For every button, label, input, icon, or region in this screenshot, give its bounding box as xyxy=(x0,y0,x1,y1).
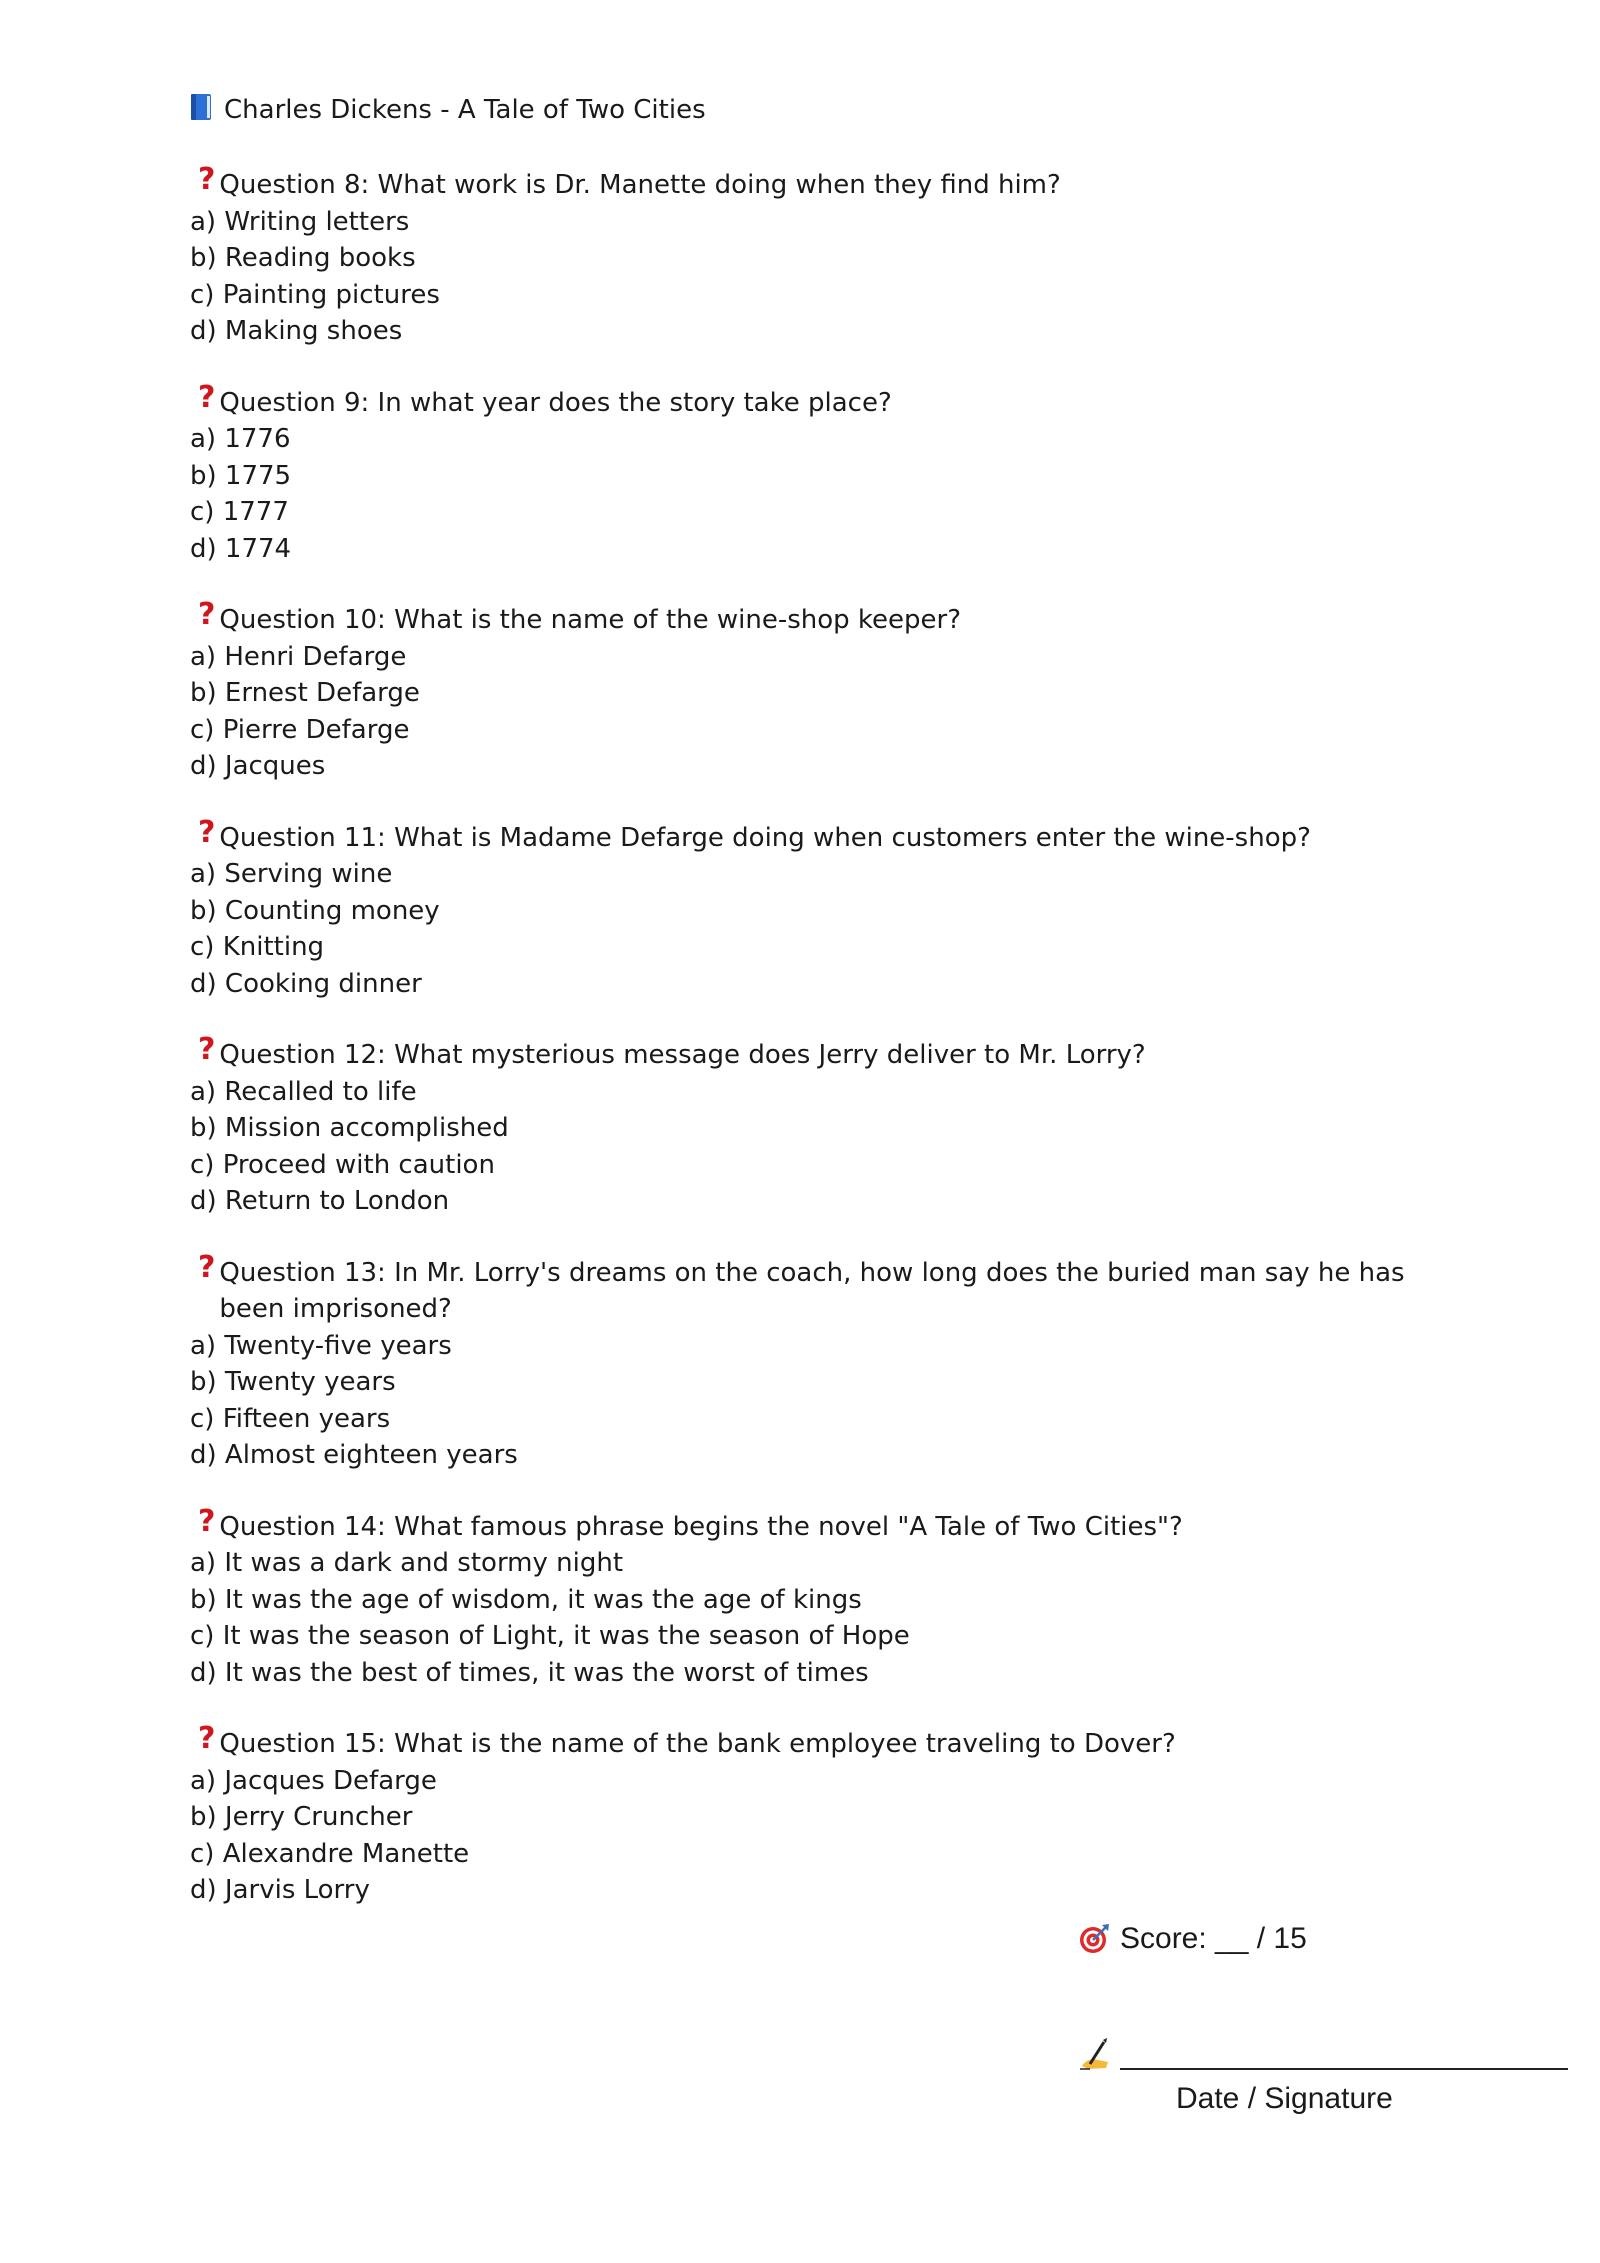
answer-option[interactable]: c) Fifteen years xyxy=(190,1403,391,1434)
question-block xyxy=(190,814,1410,1003)
question-list xyxy=(190,162,1410,1909)
answer-option[interactable]: c) It was the season of Light, it was the season of Hope xyxy=(190,1621,910,1651)
target-icon xyxy=(1078,1923,1110,1955)
signature-row xyxy=(1078,2036,1568,2072)
answer-option[interactable]: c) 1777 xyxy=(190,497,289,527)
score-text: Score: __ / 15 xyxy=(1120,1922,1307,1955)
red-question-mark-icon: ? xyxy=(198,814,216,850)
question-block xyxy=(190,1503,1410,1692)
writing-hand-icon xyxy=(1078,2036,1114,2072)
signature-caption: Date / Signature xyxy=(1176,2082,1393,2115)
answer-option[interactable]: c) Painting pictures xyxy=(190,279,440,310)
red-question-mark-icon: ? xyxy=(198,1249,216,1285)
answer-option[interactable]: a) Recalled to life xyxy=(190,1076,417,1107)
question-line xyxy=(190,1032,1410,1074)
question-text: Question 11: What is Madame Defarge doing when customers enter the wine-shop? xyxy=(219,822,1311,853)
red-question-mark-icon: ? xyxy=(198,597,216,632)
question-text: Question 10: What is the name of the wine-shop keeper? xyxy=(219,605,962,635)
answer-option[interactable]: a) Henri Defarge xyxy=(190,641,407,672)
question-line xyxy=(190,1721,1410,1763)
question-text: Question 15: What is the name of the bank employee traveling to Dover? xyxy=(219,1729,1176,1759)
answer-option[interactable]: c) Proceed with caution xyxy=(190,1149,495,1180)
answer-option[interactable]: c) Alexandre Manette xyxy=(190,1838,470,1869)
question-line xyxy=(190,1503,1410,1546)
answer-option[interactable]: b) Mission accomplished xyxy=(190,1113,509,1143)
red-question-mark-icon: ? xyxy=(198,1721,216,1756)
question-block xyxy=(190,1249,1410,1474)
red-question-mark-icon: ? xyxy=(198,1503,216,1539)
question-block xyxy=(190,162,1410,350)
question-line xyxy=(190,814,1410,857)
answer-option[interactable]: d) 1774 xyxy=(190,533,292,564)
question-text: Question 14: What famous phrase begins the novel "A Tale of Two Cities"? xyxy=(219,1511,1183,1542)
blue-book-icon xyxy=(190,93,212,121)
document-title: Charles Dickens - A Tale of Two Cities xyxy=(224,95,706,125)
answer-option[interactable]: d) Jacques xyxy=(190,751,326,781)
document-header xyxy=(190,88,1410,132)
signature-line[interactable] xyxy=(1120,2068,1568,2070)
answer-option[interactable]: a) It was a dark and stormy night xyxy=(190,1548,624,1578)
answer-option[interactable]: c) Knitting xyxy=(190,932,325,962)
answer-option[interactable]: d) It was the best of times, it was the worst of times xyxy=(190,1657,869,1688)
red-question-mark-icon: ? xyxy=(198,1032,216,1067)
question-text: Question 13: In Mr. Lorry's dreams on the coach, how long does the buried man say he has been imprisoned? xyxy=(219,1257,1405,1324)
red-question-mark-icon: ? xyxy=(198,379,216,415)
answer-option[interactable]: b) Ernest Defarge xyxy=(190,678,420,708)
answer-option[interactable]: d) Almost eighteen years xyxy=(190,1440,518,1470)
answer-option[interactable]: d) Jarvis Lorry xyxy=(190,1875,370,1905)
score-box xyxy=(1078,1922,1307,1956)
answer-option[interactable]: b) Reading books xyxy=(190,243,416,273)
answer-option[interactable]: b) 1775 xyxy=(190,460,292,491)
answer-option[interactable]: a) 1776 xyxy=(190,424,291,454)
question-line xyxy=(190,1249,1410,1328)
answer-option[interactable]: b) Twenty years xyxy=(190,1367,396,1397)
answer-option[interactable]: b) Jerry Cruncher xyxy=(190,1802,413,1832)
question-block xyxy=(190,597,1410,785)
answer-option[interactable]: b) Counting money xyxy=(190,895,440,926)
question-line xyxy=(190,162,1410,204)
answer-option[interactable]: a) Writing letters xyxy=(190,206,410,237)
answer-option[interactable]: a) Jacques Defarge xyxy=(190,1765,437,1796)
answer-option[interactable]: a) Twenty-five years xyxy=(190,1330,452,1361)
answer-option[interactable]: b) It was the age of wisdom, it was the age of kings xyxy=(190,1584,862,1615)
answer-option[interactable]: d) Cooking dinner xyxy=(190,968,422,999)
answer-option[interactable]: d) Return to London xyxy=(190,1186,450,1216)
red-question-mark-icon: ? xyxy=(198,162,216,197)
question-text: Question 12: What mysterious message does Jerry deliver to Mr. Lorry? xyxy=(219,1040,1146,1070)
question-block xyxy=(190,1721,1410,1909)
question-block xyxy=(190,379,1410,568)
question-text: Question 9: In what year does the story take place? xyxy=(219,387,892,418)
question-line xyxy=(190,597,1410,639)
question-block xyxy=(190,1032,1410,1220)
quiz-page xyxy=(190,88,1410,1909)
answer-option[interactable]: c) Pierre Defarge xyxy=(190,714,410,745)
question-line xyxy=(190,379,1410,422)
answer-option[interactable]: d) Making shoes xyxy=(190,316,403,346)
answer-option[interactable]: a) Serving wine xyxy=(190,859,393,889)
question-text: Question 8: What work is Dr. Manette doing when they find him? xyxy=(219,170,1061,200)
